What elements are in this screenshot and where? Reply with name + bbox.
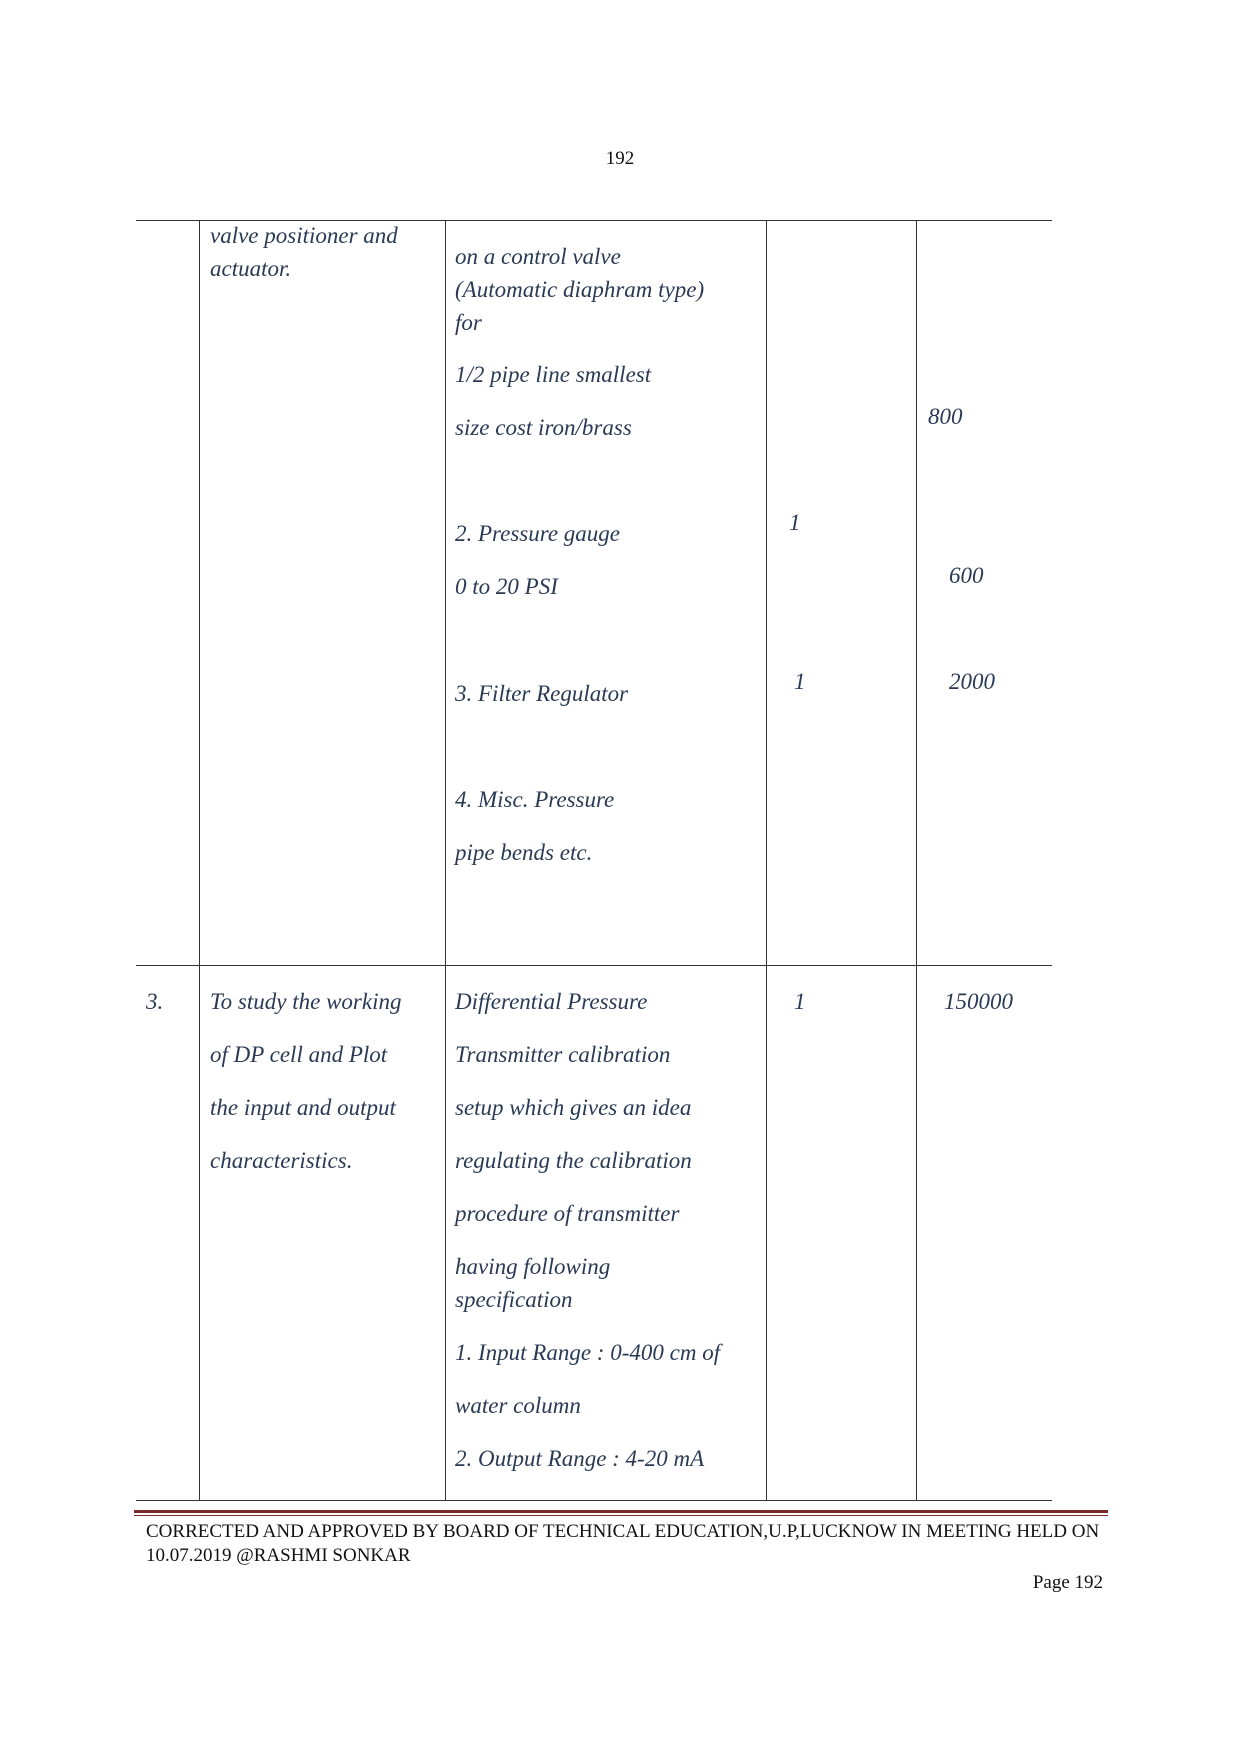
description-line: 3. Filter Regulator xyxy=(455,681,629,706)
page-number: 192 xyxy=(605,148,635,169)
quantity-value: 1 xyxy=(789,510,801,535)
page-label: Page 192 xyxy=(1032,1572,1103,1593)
experiment-line: the input and output xyxy=(210,1095,396,1120)
serial-number: 3. xyxy=(146,989,164,1014)
description-line: 1/2 pipe line smallest xyxy=(455,362,652,387)
experiment-cell xyxy=(210,0,440,1755)
description-line: regulating the calibration xyxy=(455,1148,692,1173)
footer-approval-text xyxy=(146,1520,1106,1568)
description-line: 1. Input Range : 0-400 cm of xyxy=(455,1340,721,1365)
footer-line-2: 10.07.2019 @RASHMI SONKAR xyxy=(146,1545,411,1566)
experiment-line: actuator. xyxy=(210,256,292,281)
experiment-line: To study the working xyxy=(210,989,402,1014)
description-line: 4. Misc. Pressure xyxy=(455,787,615,812)
description-line: water column xyxy=(455,1393,581,1418)
description-line: pipe bends etc. xyxy=(455,840,593,865)
quantity-value: 1 xyxy=(794,989,806,1014)
footer-rule-thick xyxy=(134,1510,1108,1513)
quantity-value: 1 xyxy=(794,669,806,694)
experiment-line: of DP cell and Plot xyxy=(210,1042,388,1067)
description-line: procedure of transmitter xyxy=(455,1201,680,1226)
footer-line-1: CORRECTED AND APPROVED BY BOARD OF TECHNICAL EDUCATION,U.P,LUCKNOW IN MEETING HELD ON xyxy=(146,1521,1100,1542)
description-cell xyxy=(455,0,760,1755)
description-line: size cost iron/brass xyxy=(455,415,632,440)
column-divider-1 xyxy=(199,220,200,1500)
cost-value: 800 xyxy=(928,404,963,429)
cost-value: 600 xyxy=(949,563,984,588)
description-line: on a control valve xyxy=(455,244,621,269)
description-line: Differential Pressure xyxy=(455,989,648,1014)
description-line: Transmitter calibration xyxy=(455,1042,671,1067)
cost-value: 150000 xyxy=(944,989,1013,1014)
experiment-line: valve positioner and xyxy=(210,223,398,248)
description-line: 2. Pressure gauge xyxy=(455,521,621,546)
description-line: for xyxy=(455,310,482,335)
description-line: setup which gives an idea xyxy=(455,1095,692,1120)
description-line: 2. Output Range : 4-20 mA xyxy=(455,1446,705,1471)
description-line: 0 to 20 PSI xyxy=(455,574,558,599)
experiment-line: characteristics. xyxy=(210,1148,353,1173)
column-divider-2 xyxy=(445,220,446,1500)
description-line: specification xyxy=(455,1287,573,1312)
description-line: having following xyxy=(455,1254,611,1279)
description-line: (Automatic diaphram type) xyxy=(455,277,705,302)
column-divider-3 xyxy=(766,220,767,1500)
column-divider-4 xyxy=(916,220,917,1500)
cost-value: 2000 xyxy=(949,669,995,694)
footer-rule-thin xyxy=(134,1515,1108,1516)
